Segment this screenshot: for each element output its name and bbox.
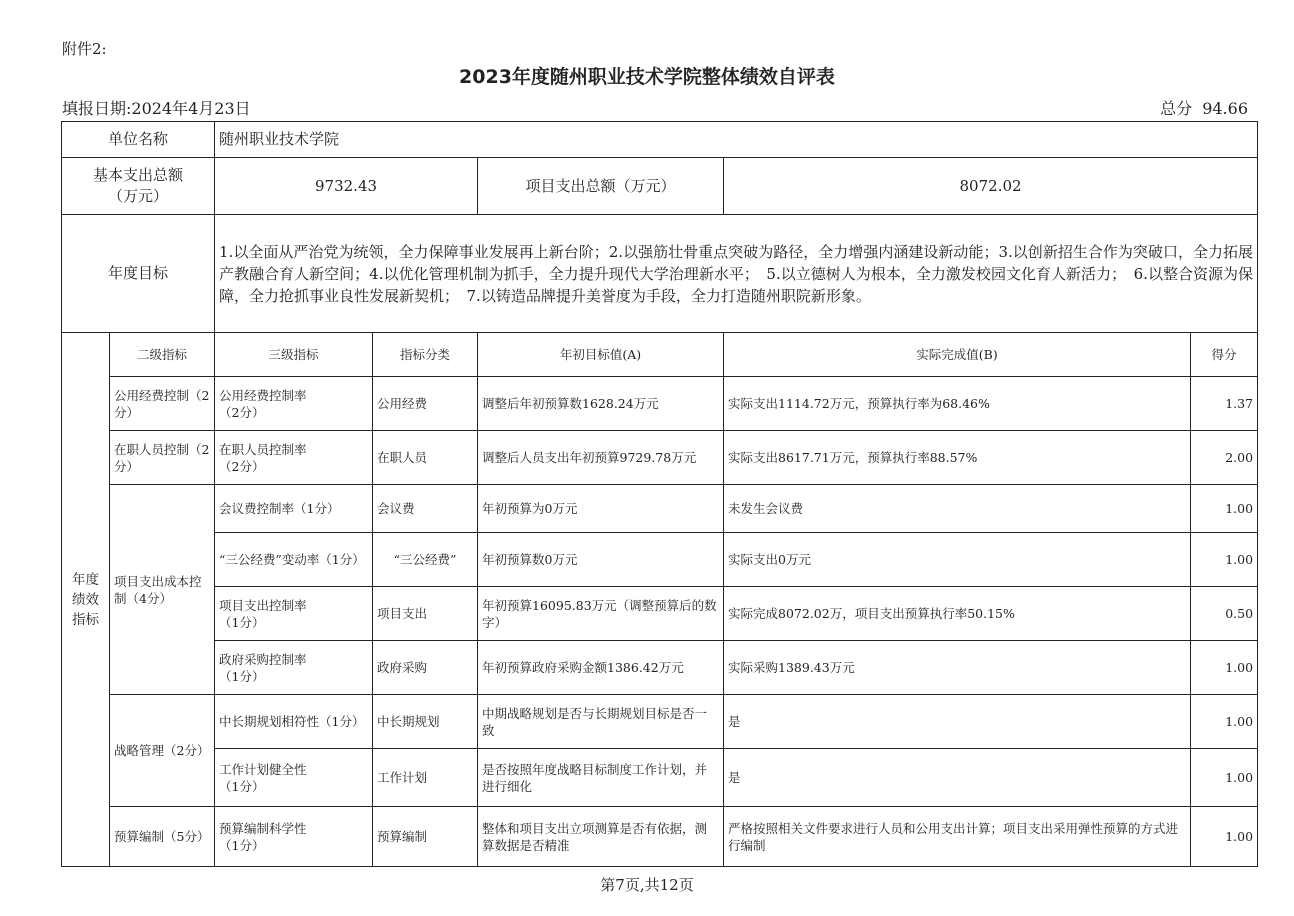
annual-goal-label: 年度目标: [62, 215, 215, 333]
target-cell: 是否按照年度战略目标制度工作计划，并进行细化: [478, 749, 724, 807]
score-cell: 1.00: [1191, 641, 1258, 695]
basic-expense-value: 9732.43: [215, 158, 478, 215]
target-cell: 年初预算为0万元: [478, 485, 724, 533]
level3-cell: 在职人员控制率 （2分）: [215, 431, 373, 485]
project-expense-value: 8072.02: [724, 158, 1258, 215]
level3-cell: 项目支出控制率 （1分）: [215, 587, 373, 641]
score-cell: 1.00: [1191, 749, 1258, 807]
target-cell: 年初预算政府采购金额1386.42万元: [478, 641, 724, 695]
page-title: 2023年度随州职业技术学院整体绩效自评表: [459, 66, 835, 88]
table-row: [62, 641, 1258, 695]
header-level3: 三级指标: [215, 333, 373, 377]
attachment-label: 附件2:: [62, 40, 107, 58]
basic-expense-label: 基本支出总额 （万元）: [62, 158, 215, 215]
table-row: [62, 749, 1258, 807]
category-cell: 项目支出: [373, 587, 478, 641]
actual-cell: 严格按照相关文件要求进行人员和公用支出计算；项目支出采用弹性预算的方式进行编制: [724, 807, 1191, 867]
target-cell: 年初预算16095.83万元（调整预算后的数字）: [478, 587, 724, 641]
performance-table: [61, 121, 1258, 867]
score-cell: 0.50: [1191, 587, 1258, 641]
header-score: 得分: [1191, 333, 1258, 377]
score-cell: 2.00: [1191, 431, 1258, 485]
unit-name-label: 单位名称: [62, 122, 215, 158]
actual-cell: 实际支出0万元: [724, 533, 1191, 587]
score-cell: 1.00: [1191, 485, 1258, 533]
table-row: [62, 431, 1258, 485]
category-cell: 公用经费: [373, 377, 478, 431]
level2-cell: 公用经费控制（2分）: [110, 377, 215, 431]
level3-cell: 政府采购控制率 （1分）: [215, 641, 373, 695]
level3-cell: 预算编制科学性 （1分）: [215, 807, 373, 867]
actual-cell: 是: [724, 695, 1191, 749]
total-score-label: 总分: [1160, 99, 1193, 118]
category-cell: 预算编制: [373, 807, 478, 867]
expense-row: [62, 158, 1258, 215]
target-cell: 调整后人员支出年初预算9729.78万元: [478, 431, 724, 485]
actual-cell: 实际完成8072.02万，项目支出预算执行率50.15%: [724, 587, 1191, 641]
level2-cell: 在职人员控制（2分）: [110, 431, 215, 485]
category-cell: 中长期规划: [373, 695, 478, 749]
header-target: 年初目标值(A): [478, 333, 724, 377]
header-level2: 二级指标: [110, 333, 215, 377]
level3-cell: 会议费控制率（1分）: [215, 485, 373, 533]
level2-cell: 预算编制（5分）: [110, 807, 215, 867]
score-cell: 1.37: [1191, 377, 1258, 431]
category-cell: 政府采购: [373, 641, 478, 695]
unit-name-value: 随州职业技术学院: [215, 122, 1258, 158]
category-cell: 在职人员: [373, 431, 478, 485]
level2-cell: 项目支出成本控制（4分）: [110, 485, 215, 695]
level3-cell: 工作计划健全性 （1分）: [215, 749, 373, 807]
level3-cell: 公用经费控制率 （2分）: [215, 377, 373, 431]
unit-name-row: [62, 122, 1258, 158]
table-row: [62, 485, 1258, 533]
actual-cell: 实际采购1389.43万元: [724, 641, 1191, 695]
fill-date-value: 2024年4月23日: [131, 99, 251, 118]
annual-goal-row: [62, 215, 1258, 333]
table-row: [62, 695, 1258, 749]
header-actual: 实际完成值(B): [724, 333, 1191, 377]
score-cell: 1.00: [1191, 533, 1258, 587]
annual-performance-indicators-label: 年度 绩效 指标: [62, 333, 110, 867]
total-score-value: 94.66: [1202, 99, 1248, 118]
category-cell: 会议费: [373, 485, 478, 533]
score-cell: 1.00: [1191, 807, 1258, 867]
table-row: [62, 377, 1258, 431]
project-expense-label: 项目支出总额（万元）: [478, 158, 724, 215]
total-score: [1160, 96, 1248, 119]
actual-cell: 实际支出1114.72万元，预算执行率为68.46%: [724, 377, 1191, 431]
score-cell: 1.00: [1191, 695, 1258, 749]
table-row: [62, 587, 1258, 641]
annual-goal-text: 1.以全面从严治党为统领，全力保障事业发展再上新台阶；2.以强筋壮骨重点突破为路径，全力增强内涵建设新动能；3.以创新招生合作为突破口，全力拓展产教融合育人新空间；4.以优化管理机制为抓手，全力提升现代大学治理新水平； 5.以立德树人为根本，全力激发校园文化育人新活力； 6.以整合资源为保障，全力抢抓事业良性发展新契机； 7.以铸造品牌提升美誉度为手段，全力打造随州职院新形象。: [215, 215, 1258, 333]
target-cell: 年初预算数0万元: [478, 533, 724, 587]
page-number: 第7页,共12页: [600, 876, 694, 894]
indicator-header-row: [62, 333, 1258, 377]
fill-date: [62, 96, 251, 119]
target-cell: 中期战略规划是否与长期规划目标是否一致: [478, 695, 724, 749]
level3-cell: “三公经费”变动率（1分）: [215, 533, 373, 587]
level3-cell: 中长期规划相符性（1分）: [215, 695, 373, 749]
actual-cell: 未发生会议费: [724, 485, 1191, 533]
fill-date-label: 填报日期:: [62, 99, 132, 118]
actual-cell: 是: [724, 749, 1191, 807]
category-cell: 工作计划: [373, 749, 478, 807]
target-cell: 整体和项目支出立项测算是否有依据，测算数据是否精准: [478, 807, 724, 867]
actual-cell: 实际支出8617.71万元，预算执行率88.57%: [724, 431, 1191, 485]
category-cell: “三公经费”: [373, 533, 478, 587]
level2-cell: 战略管理（2分）: [110, 695, 215, 807]
header-category: 指标分类: [373, 333, 478, 377]
table-row: [62, 533, 1258, 587]
table-row: [62, 807, 1258, 867]
target-cell: 调整后年初预算数1628.24万元: [478, 377, 724, 431]
